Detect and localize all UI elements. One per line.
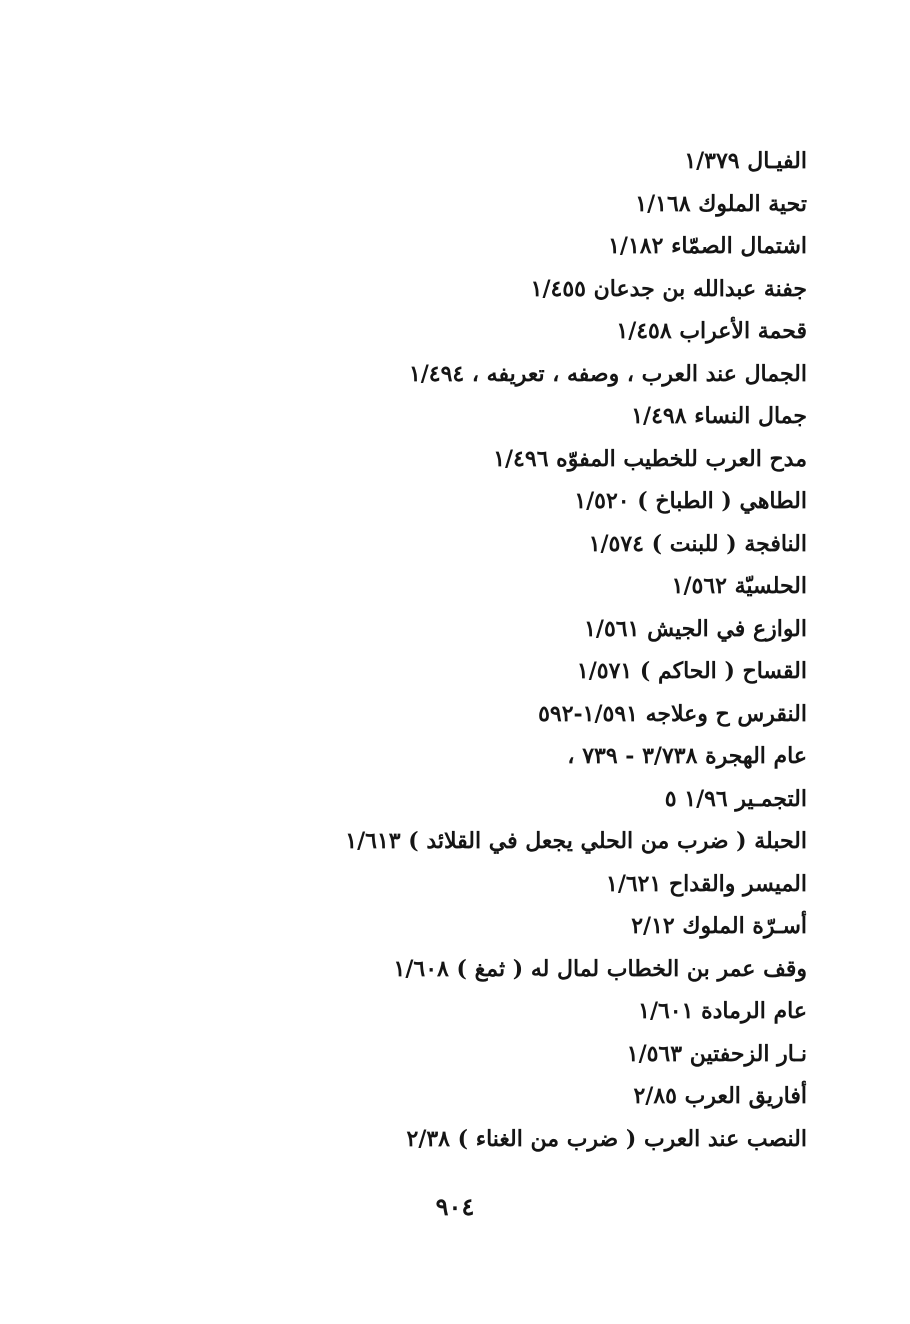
index-entry: التجمـير ١/٩٦ ٥	[664, 785, 807, 812]
index-entry: جمال النساء ١/٤٩٨	[631, 403, 807, 429]
index-list	[207, 140, 807, 1160]
index-entry: أفاريق العرب ٢/٨٥	[633, 1083, 807, 1109]
index-entry: الوازع في الجيش ١/٥٦١	[584, 615, 807, 642]
index-entry: نـار الزحفتين ١/٥٦٣	[626, 1040, 807, 1067]
index-entry: عام الهجرة ٣/٧٣٨ - ٧٣٩ ،	[567, 743, 807, 769]
index-entry: الجمال عند العرب ، وصفه ، تعريفه ، ١/٤٩٤	[408, 360, 807, 387]
index-entry: قحمة الأعراب ١/٤٥٨	[616, 318, 807, 344]
index-entry: الطاهي ( الطباخ ) ١/٥٢٠	[574, 488, 807, 514]
index-entry: الحلسيّة ١/٥٦٢	[671, 573, 807, 599]
index-entry: النافجة ( للبنت ) ١/٥٧٤	[588, 530, 807, 557]
index-entry: الحبلة ( ضرب من الحلي يجعل في القلائد ) ١/٦١٣	[345, 828, 807, 854]
index-entry: الميسر والقداح ١/٦٢١	[606, 870, 807, 897]
index-entry: النقرس ح وعلاجه ١/٥٩١-٥٩٢	[538, 700, 807, 727]
index-entry: مدح العرب للخطيب المفوّه ١/٤٩٦	[493, 445, 807, 472]
index-entry: جفنة عبدالله بن جدعان ١/٤٥٥	[530, 275, 807, 302]
index-entry: اشتمال الصمّاء ١/١٨٢	[608, 233, 807, 259]
index-entry: الفيـال ١/٣٧٩	[684, 148, 807, 174]
index-entry: تحية الملوك ١/١٦٨	[635, 190, 807, 217]
index-entry: النصب عند العرب ( ضرب من الغناء ) ٢/٣٨	[406, 1125, 807, 1152]
page-number: ٩٠٤	[435, 1192, 475, 1221]
index-entry: أسـرّة الملوك ٢/١٢	[631, 913, 807, 939]
index-entry: وقف عمر بن الخطاب لمال له ( ثمغ ) ١/٦٠٨	[393, 955, 807, 982]
index-entry: عام الرمادة ١/٦٠١	[638, 998, 807, 1024]
index-entry: القساح ( الحاكم ) ١/٥٧١	[576, 658, 807, 684]
